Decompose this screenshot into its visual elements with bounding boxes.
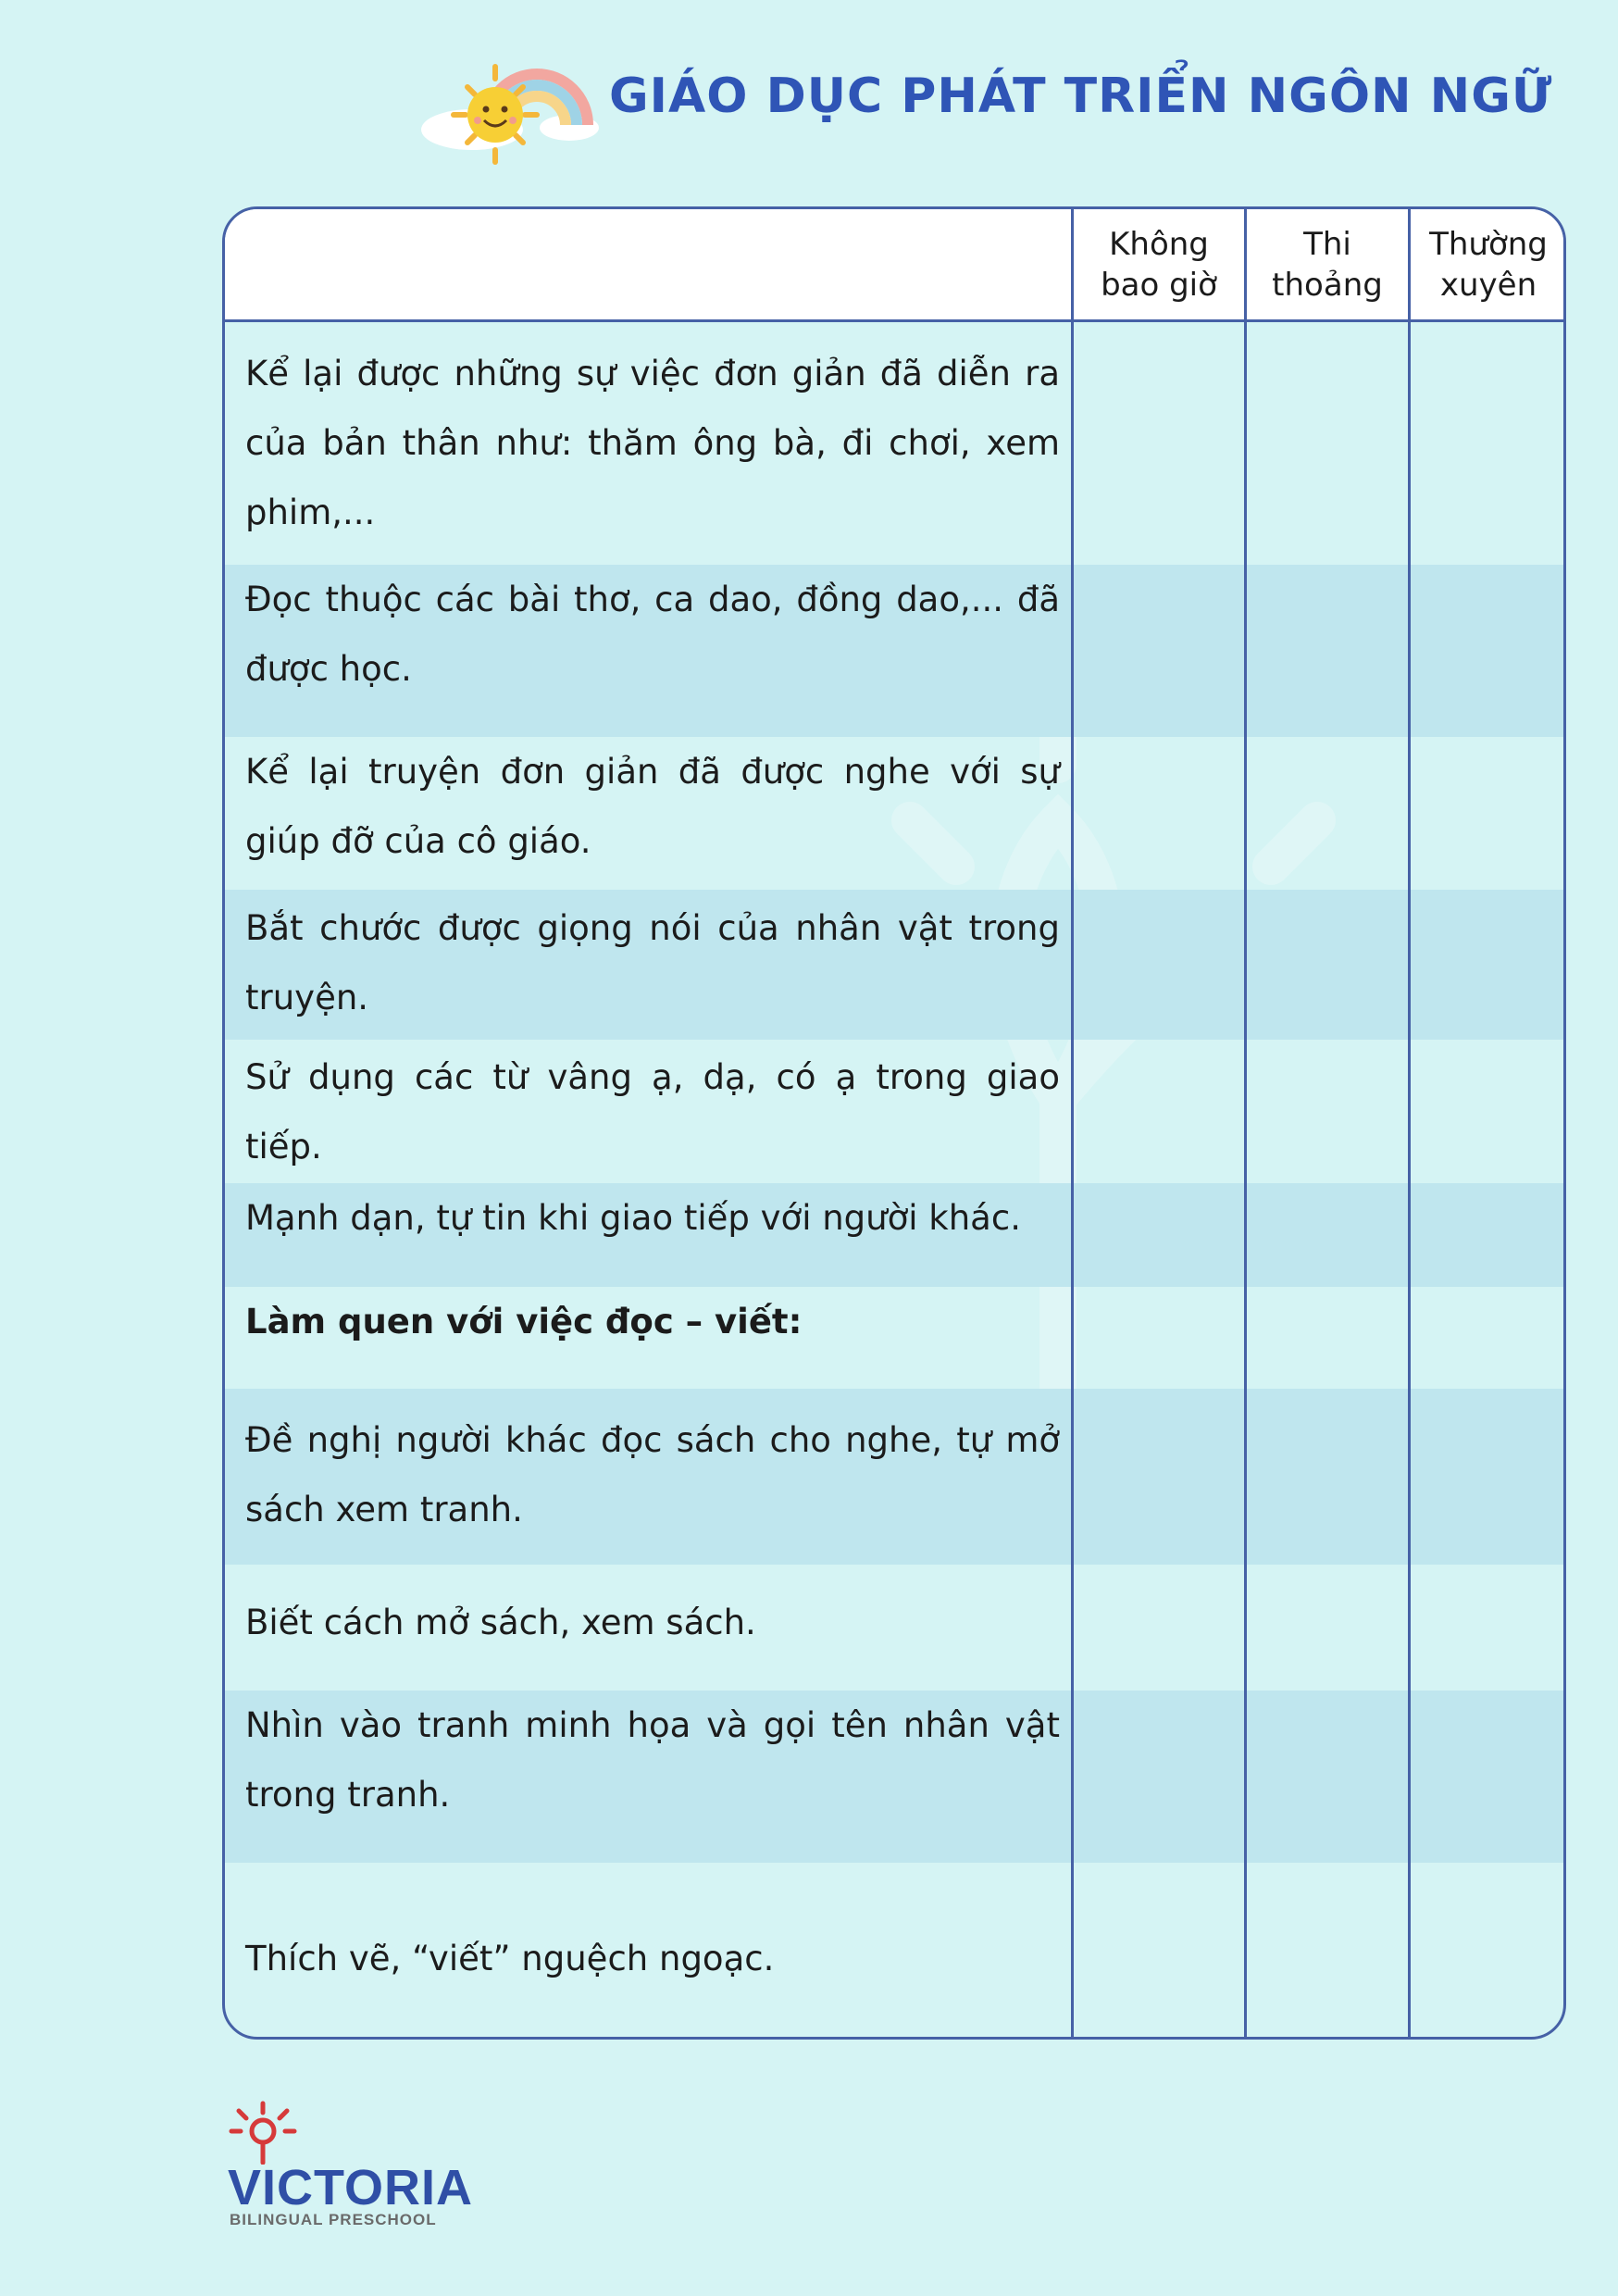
table-row	[225, 1389, 1563, 1565]
page-header	[417, 37, 1553, 167]
table-row	[225, 1863, 1563, 2040]
checkbox-cell-often[interactable]	[1411, 737, 1566, 890]
column-header-never: Không bao giờ	[1101, 225, 1217, 304]
checkbox-cell-often[interactable]	[1411, 1565, 1566, 1691]
logo-subtitle: BILINGUAL PRESCHOOL	[230, 2211, 437, 2228]
row-criterion-text: Kể lại được những sự việc đơn giản đã diễn ra của bản thân như: thăm ông bà, đi chơi, xem phim,...	[245, 354, 1060, 532]
column-divider	[1408, 209, 1411, 2037]
checkbox-cell-never[interactable]	[1074, 737, 1244, 890]
table-row	[225, 1183, 1563, 1287]
checkbox-cell-sometimes[interactable]	[1247, 1183, 1408, 1287]
checkbox-cell-often[interactable]	[1411, 1183, 1566, 1287]
page-title: GIÁO DỤC PHÁT TRIỂN NGÔN NGỮ	[609, 69, 1553, 124]
checkbox-cell-never[interactable]	[1074, 1565, 1244, 1691]
checkbox-cell-often[interactable]	[1411, 1863, 1566, 2040]
row-criterion-text: Đọc thuộc các bài thơ, ca dao, đồng dao,... đã được học.	[245, 580, 1060, 689]
table-row	[225, 1040, 1563, 1183]
checkbox-cell-often[interactable]	[1411, 1040, 1566, 1183]
checkbox-cell-never[interactable]	[1074, 1287, 1244, 1389]
checkbox-cell-often[interactable]	[1411, 322, 1566, 565]
checkbox-cell-sometimes[interactable]	[1247, 1691, 1408, 1863]
row-criterion-text: Mạnh dạn, tự tin khi giao tiếp với người khác.	[245, 1198, 1021, 1238]
logo-name: VICTORIA	[228, 2160, 474, 2215]
row-criterion-text: Làm quen với việc đọc – viết:	[245, 1302, 803, 1341]
checkbox-cell-never[interactable]	[1074, 1863, 1244, 2040]
checkbox-cell-often[interactable]	[1411, 1691, 1566, 1863]
row-criterion-text: Thích vẽ, “viết” nguệch ngoạc.	[245, 1939, 775, 1978]
row-criterion-text: Kể lại truyện đơn giản đã được nghe với sự giúp đỡ của cô giáo.	[245, 752, 1060, 861]
table-row	[225, 1691, 1563, 1863]
victoria-logo-icon	[226, 2100, 300, 2165]
column-divider	[1244, 209, 1247, 2037]
checkbox-cell-sometimes[interactable]	[1247, 1389, 1408, 1565]
checkbox-cell-never[interactable]	[1074, 1183, 1244, 1287]
checkbox-cell-often[interactable]	[1411, 1389, 1566, 1565]
assessment-table	[222, 206, 1566, 2040]
checkbox-cell-sometimes[interactable]	[1247, 1565, 1408, 1691]
checkbox-cell-sometimes[interactable]	[1247, 1287, 1408, 1389]
column-header-often: Thường xuyên	[1429, 225, 1548, 304]
checkbox-cell-never[interactable]	[1074, 1691, 1244, 1863]
column-divider	[1071, 209, 1074, 2037]
checkbox-cell-sometimes[interactable]	[1247, 737, 1408, 890]
table-row	[225, 890, 1563, 1040]
column-header-sometimes: Thi thoảng	[1272, 225, 1383, 304]
sun-rainbow-icon	[417, 37, 602, 167]
checkbox-cell-never[interactable]	[1074, 890, 1244, 1040]
checkbox-cell-often[interactable]	[1411, 890, 1566, 1040]
checkbox-cell-sometimes[interactable]	[1247, 565, 1408, 737]
table-row	[225, 565, 1563, 737]
table-row	[225, 1287, 1563, 1389]
table-row	[225, 1565, 1563, 1691]
row-criterion-text: Biết cách mở sách, xem sách.	[245, 1603, 756, 1642]
checkbox-cell-sometimes[interactable]	[1247, 1040, 1408, 1183]
checkbox-cell-sometimes[interactable]	[1247, 322, 1408, 565]
row-criterion-text: Nhìn vào tranh minh họa và gọi tên nhân vật trong tranh.	[245, 1705, 1060, 1815]
table-row	[225, 737, 1563, 890]
row-criterion-text: Đề nghị người khác đọc sách cho nghe, tự mở sách xem tranh.	[245, 1420, 1060, 1529]
row-criterion-text: Bắt chước được giọng nói của nhân vật trong truyện.	[245, 908, 1060, 1017]
table-row	[225, 322, 1563, 565]
victoria-logo	[222, 2100, 474, 2229]
checkbox-cell-never[interactable]	[1074, 565, 1244, 737]
checkbox-cell-sometimes[interactable]	[1247, 890, 1408, 1040]
checkbox-cell-sometimes[interactable]	[1247, 1863, 1408, 2040]
checkbox-cell-never[interactable]	[1074, 322, 1244, 565]
checkbox-cell-often[interactable]	[1411, 565, 1566, 737]
checkbox-cell-never[interactable]	[1074, 1040, 1244, 1183]
checkbox-cell-never[interactable]	[1074, 1389, 1244, 1565]
row-criterion-text: Sử dụng các từ vâng ạ, dạ, có ạ trong giao tiếp.	[245, 1057, 1060, 1167]
table-header-row	[225, 209, 1563, 322]
checkbox-cell-often[interactable]	[1411, 1287, 1566, 1389]
